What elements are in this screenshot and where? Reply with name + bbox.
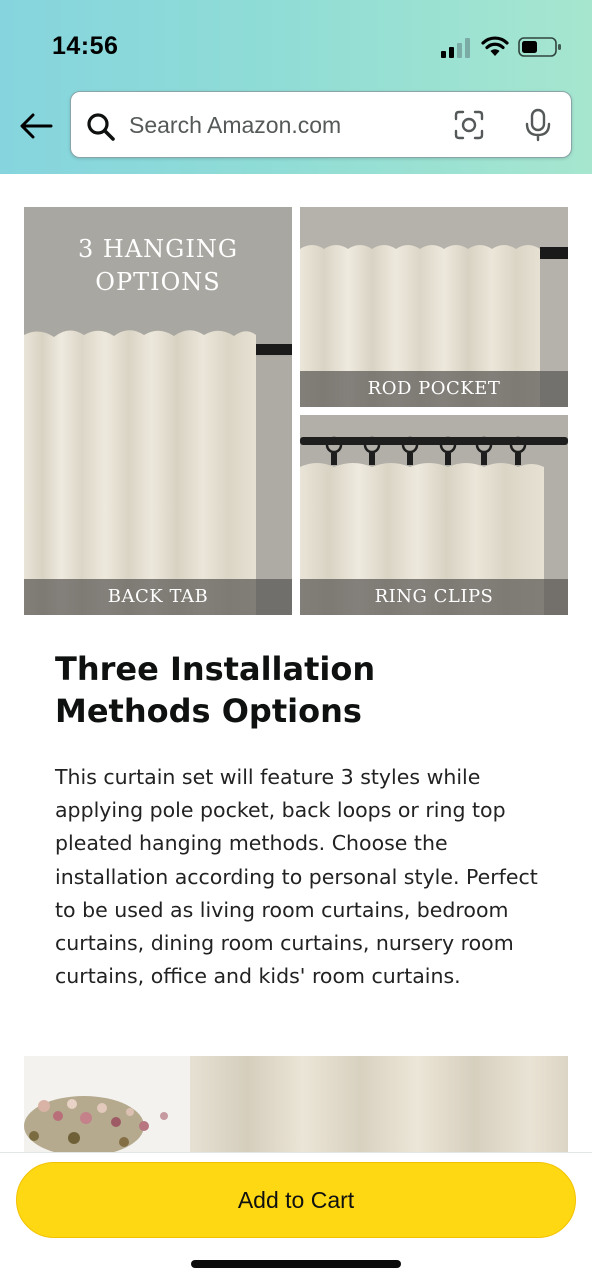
- ring-clips-image: [300, 415, 568, 615]
- ring-clips-label: RING CLIPS: [300, 579, 568, 615]
- add-to-cart-button[interactable]: Add to Cart: [16, 1162, 576, 1238]
- microphone-icon[interactable]: [523, 108, 553, 142]
- cellular-signal-icon: [441, 38, 471, 58]
- bottom-action-bar: [0, 1152, 592, 1280]
- panel-heading: [24, 233, 292, 299]
- battery-icon: [518, 37, 562, 57]
- lifestyle-image[interactable]: [24, 1056, 568, 1152]
- status-time: 14:56: [52, 32, 119, 60]
- camera-scan-icon[interactable]: [453, 109, 485, 141]
- app-header: [0, 0, 592, 174]
- back-tab-image: [24, 207, 292, 615]
- arrow-left-icon: [19, 113, 53, 139]
- rod-pocket-label: ROD POCKET: [300, 371, 568, 407]
- section-body: This curtain set will feature 3 styles while applying pole pocket, back loops or ring top pleated hanging methods. Choose the installation according to personal style. Perfect to be used as living room curtains, bedroom curtains, dining room curtains, nursery room curtains, office and kids' room curtains.: [55, 765, 538, 989]
- curtain-flowers-illustration: [24, 1056, 568, 1152]
- search-input[interactable]: Search Amazon.com: [129, 112, 342, 138]
- wifi-icon: [481, 35, 509, 57]
- back-button[interactable]: [16, 106, 56, 146]
- section-title: Three Installation Methods Options: [55, 650, 376, 730]
- back-tab-label: BACK TAB: [24, 579, 292, 615]
- product-image-grid[interactable]: [24, 207, 568, 615]
- search-icon: [85, 111, 117, 143]
- panel-heading-line1: 3 HANGING: [78, 235, 238, 263]
- panel-heading-line2: OPTIONS: [95, 268, 221, 296]
- home-indicator: [191, 1260, 401, 1268]
- search-bar[interactable]: [70, 91, 572, 158]
- rod-pocket-image: [300, 207, 568, 407]
